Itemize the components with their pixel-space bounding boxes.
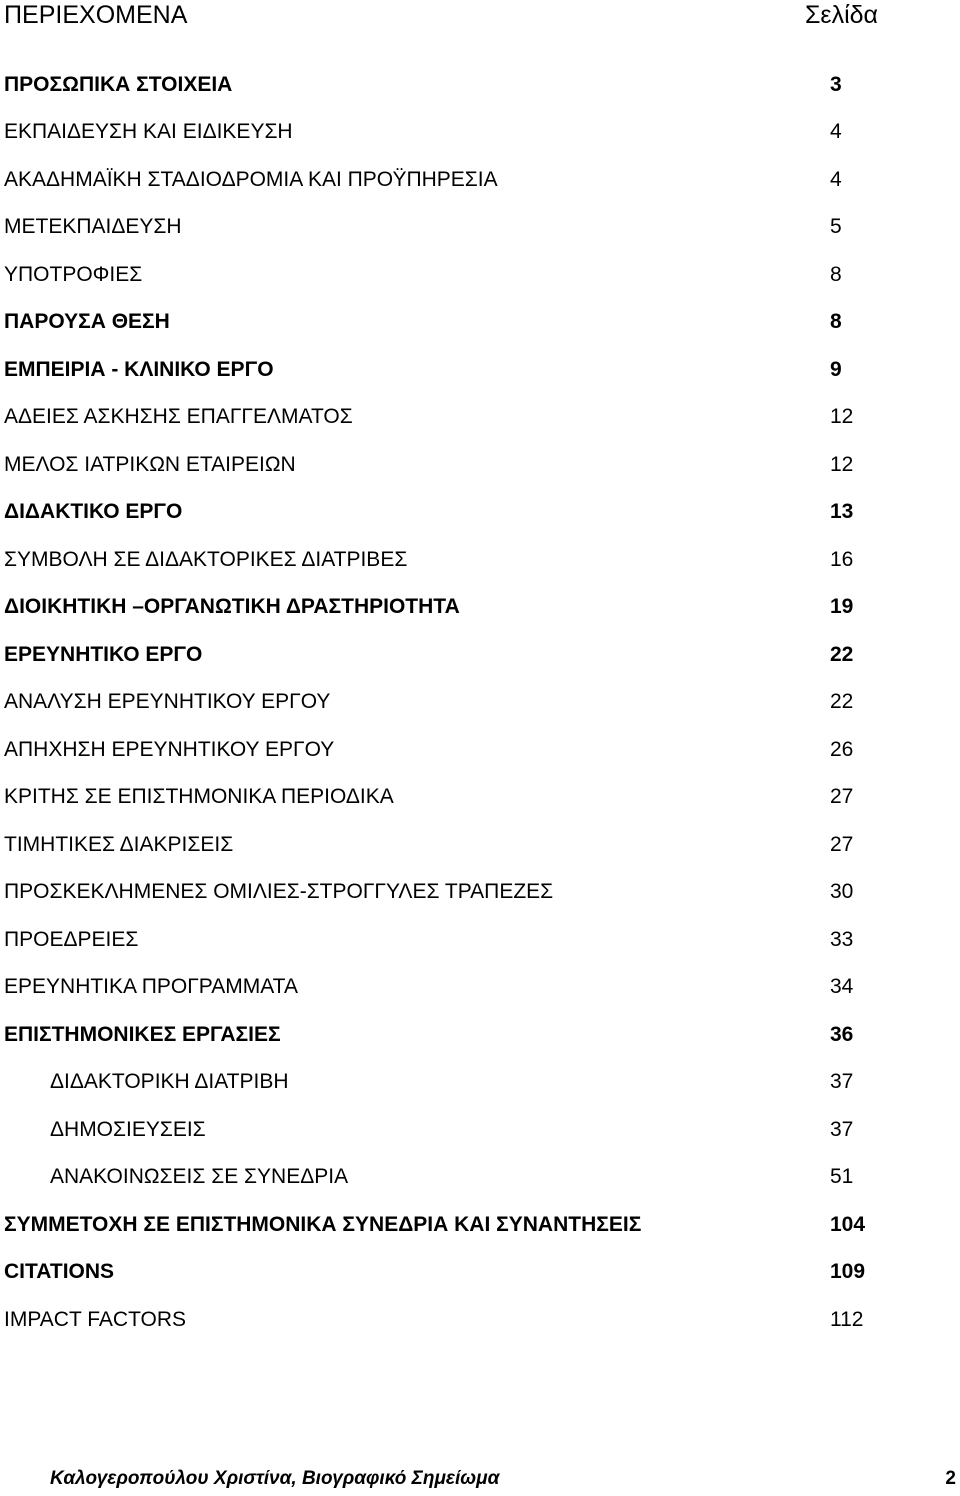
toc-entry-title: ΑΝΑΛΥΣΗ ΕΡΕΥΝΗΤΙΚΟΥ ΕΡΓΟΥ bbox=[4, 690, 331, 714]
toc-entry-page: 8 bbox=[830, 310, 842, 334]
toc-entry bbox=[4, 489, 860, 537]
toc-entry bbox=[4, 441, 860, 489]
toc-entry-title: IMPACT FACTORS bbox=[4, 1307, 187, 1331]
toc-entry bbox=[4, 1106, 860, 1154]
toc-entry-page: 26 bbox=[830, 737, 854, 761]
toc-entry-title: ΑΝΑΚΟΙΝΩΣΕΙΣ ΣΕ ΣΥΝΕΔΡΙΑ bbox=[50, 1165, 349, 1189]
toc-entry-page: 12 bbox=[830, 452, 854, 476]
toc-entry-page: 104 bbox=[830, 1212, 866, 1236]
toc-entry bbox=[4, 346, 860, 394]
toc-entry-title: ΕΚΠΑΙΔΕΥΣΗ ΚΑΙ ΕΙΔΙΚΕΥΣΗ bbox=[4, 120, 293, 144]
toc-entry-page: 8 bbox=[830, 262, 842, 286]
toc-entry-title: ΕΡΕΥΝΗΤΙΚΟ ΕΡΓΟ bbox=[4, 642, 203, 666]
page-title: ΠΕΡΙΕΧΟΜΕΝΑ bbox=[4, 0, 188, 29]
footer-page-number: 2 bbox=[945, 1468, 956, 1489]
toc-entry-title: ΔΙΔΑΚΤΟΡΙΚΗ ΔΙΑΤΡΙΒΗ bbox=[50, 1070, 289, 1094]
toc-entry-page: 51 bbox=[830, 1165, 854, 1189]
toc-entry-page: 22 bbox=[830, 690, 854, 714]
toc-entry-page: 27 bbox=[830, 832, 854, 856]
toc-entry-page: 27 bbox=[830, 785, 854, 809]
toc-entry-title: ΤΙΜΗΤΙΚΕΣ ΔΙΑΚΡΙΣΕΙΣ bbox=[4, 832, 234, 856]
toc-entry-page: 4 bbox=[830, 120, 842, 144]
toc-entry bbox=[4, 916, 860, 964]
page-column-label: Σελίδα bbox=[804, 0, 878, 29]
toc-entry-title: ΕΜΠΕΙΡΙΑ - ΚΛΙΝΙΚΟ ΕΡΓΟ bbox=[4, 357, 274, 381]
toc-entry-title: ΕΡΕΥΝΗΤΙΚΑ ΠΡΟΓΡΑΜΜΑΤΑ bbox=[4, 975, 298, 999]
toc-entry bbox=[4, 964, 860, 1012]
toc-entry-page: 22 bbox=[830, 642, 854, 666]
toc-entry bbox=[4, 726, 860, 774]
toc-entry-page: 5 bbox=[830, 215, 842, 239]
toc-entry-title: ΔΙΟΙΚΗΤΙΚΗ –ΟΡΓΑΝΩΤΙΚΗ ΔΡΑΣΤΗΡΙΟΤΗΤΑ bbox=[4, 595, 460, 619]
toc-entry-title: ΠΡΟΕΔΡΕΙΕΣ bbox=[4, 927, 139, 951]
toc-entry-title: ΥΠΟΤΡΟΦΙΕΣ bbox=[4, 262, 143, 286]
toc-entry-title: CITATIONS bbox=[4, 1260, 115, 1284]
toc-entry-page: 3 bbox=[830, 72, 842, 96]
toc-entry-title: ΣΥΜΒΟΛΗ ΣΕ ΔΙΔΑΚΤΟΡΙΚΕΣ ΔΙΑΤΡΙΒΕΣ bbox=[4, 547, 408, 571]
toc-entry-title: ΜΕΛΟΣ ΙΑΤΡΙΚΩΝ ΕΤΑΙΡΕΙΩΝ bbox=[4, 452, 296, 476]
toc-entry bbox=[4, 631, 860, 679]
toc-entry bbox=[4, 1011, 860, 1059]
toc-entry bbox=[4, 156, 860, 204]
toc-entry bbox=[4, 299, 860, 347]
toc-entry-title: ΑΠΗΧΗΣΗ ΕΡΕΥΝΗΤΙΚΟΥ ΕΡΓΟΥ bbox=[4, 737, 335, 761]
toc-entry-title: ΑΔΕΙΕΣ ΑΣΚΗΣΗΣ ΕΠΑΓΓΕΛΜΑΤΟΣ bbox=[4, 405, 353, 429]
toc-entry-page: 109 bbox=[830, 1260, 866, 1284]
toc-entry-title: ΠΡΟΣΩΠΙΚΑ ΣΤΟΙΧΕΙΑ bbox=[4, 72, 233, 96]
toc-entry bbox=[4, 251, 860, 299]
toc-entry bbox=[4, 61, 860, 109]
toc-entry bbox=[4, 394, 860, 442]
toc-entry-page: 19 bbox=[830, 595, 854, 619]
toc-entry-title: ΕΠΙΣΤΗΜΟΝΙΚΕΣ ΕΡΓΑΣΙΕΣ bbox=[4, 1022, 281, 1046]
page-footer bbox=[50, 1468, 956, 1490]
toc-entry-page: 30 bbox=[830, 880, 854, 904]
toc-entry-title: ΠΡΟΣΚΕΚΛΗΜΕΝΕΣ ΟΜΙΛΙΕΣ-ΣΤΡΟΓΓΥΛΕΣ ΤΡΑΠΕΖΕΣ bbox=[4, 880, 554, 904]
toc-entry bbox=[4, 536, 860, 584]
toc-entry bbox=[4, 109, 860, 157]
toc-entry-page: 9 bbox=[830, 357, 842, 381]
toc-entry-title: ΔΙΔΑΚΤΙΚΟ ΕΡΓΟ bbox=[4, 500, 183, 524]
toc-entry-page: 37 bbox=[830, 1070, 854, 1094]
toc-entry-page: 37 bbox=[830, 1117, 854, 1141]
toc-entry bbox=[4, 679, 860, 727]
table-of-contents bbox=[4, 61, 866, 1344]
toc-entry-title: ΑΚΑΔΗΜΑΪΚΗ ΣΤΑΔΙΟΔΡΟΜΙΑ ΚΑΙ ΠΡΟΫΠΗΡΕΣΙΑ bbox=[4, 167, 498, 191]
toc-entry bbox=[4, 584, 860, 632]
toc-entry-title: ΚΡΙΤΗΣ ΣΕ ΕΠΙΣΤΗΜΟΝΙΚΑ ΠΕΡΙΟΔΙΚΑ bbox=[4, 785, 394, 809]
toc-entry-title: ΔΗΜΟΣΙΕΥΣΕΙΣ bbox=[50, 1117, 206, 1141]
toc-entry-page: 13 bbox=[830, 500, 854, 524]
toc-entry-title: ΠΑΡΟΥΣΑ ΘΕΣΗ bbox=[4, 310, 170, 334]
toc-entry bbox=[4, 1059, 860, 1107]
toc-entry bbox=[4, 204, 860, 252]
toc-entry bbox=[4, 1201, 866, 1249]
toc-entry-page: 4 bbox=[830, 167, 842, 191]
toc-entry-page: 16 bbox=[830, 547, 854, 571]
toc-entry bbox=[4, 821, 860, 869]
toc-entry bbox=[4, 869, 860, 917]
toc-entry-page: 36 bbox=[830, 1022, 854, 1046]
toc-entry bbox=[4, 1249, 866, 1297]
toc-entry-page: 34 bbox=[830, 975, 854, 999]
toc-entry-page: 12 bbox=[830, 405, 854, 429]
toc-header bbox=[4, 0, 878, 30]
toc-entry-title: ΣΥΜΜΕΤΟΧΗ ΣΕ ΕΠΙΣΤΗΜΟΝΙΚΑ ΣΥΝΕΔΡΙΑ ΚΑΙ ΣΥΝΑΝΤΗΣΕΙΣ bbox=[4, 1212, 642, 1236]
toc-entry-page: 33 bbox=[830, 927, 854, 951]
toc-entry bbox=[4, 1154, 860, 1202]
toc-entry bbox=[4, 774, 860, 822]
toc-entry-title: ΜΕΤΕΚΠΑΙΔΕΥΣΗ bbox=[4, 215, 182, 239]
toc-entry bbox=[4, 1296, 864, 1344]
toc-entry-page: 112 bbox=[830, 1307, 864, 1331]
footer-text: Καλογεροπούλου Χριστίνα, Βιογραφικό Σημείωμα bbox=[50, 1468, 500, 1489]
